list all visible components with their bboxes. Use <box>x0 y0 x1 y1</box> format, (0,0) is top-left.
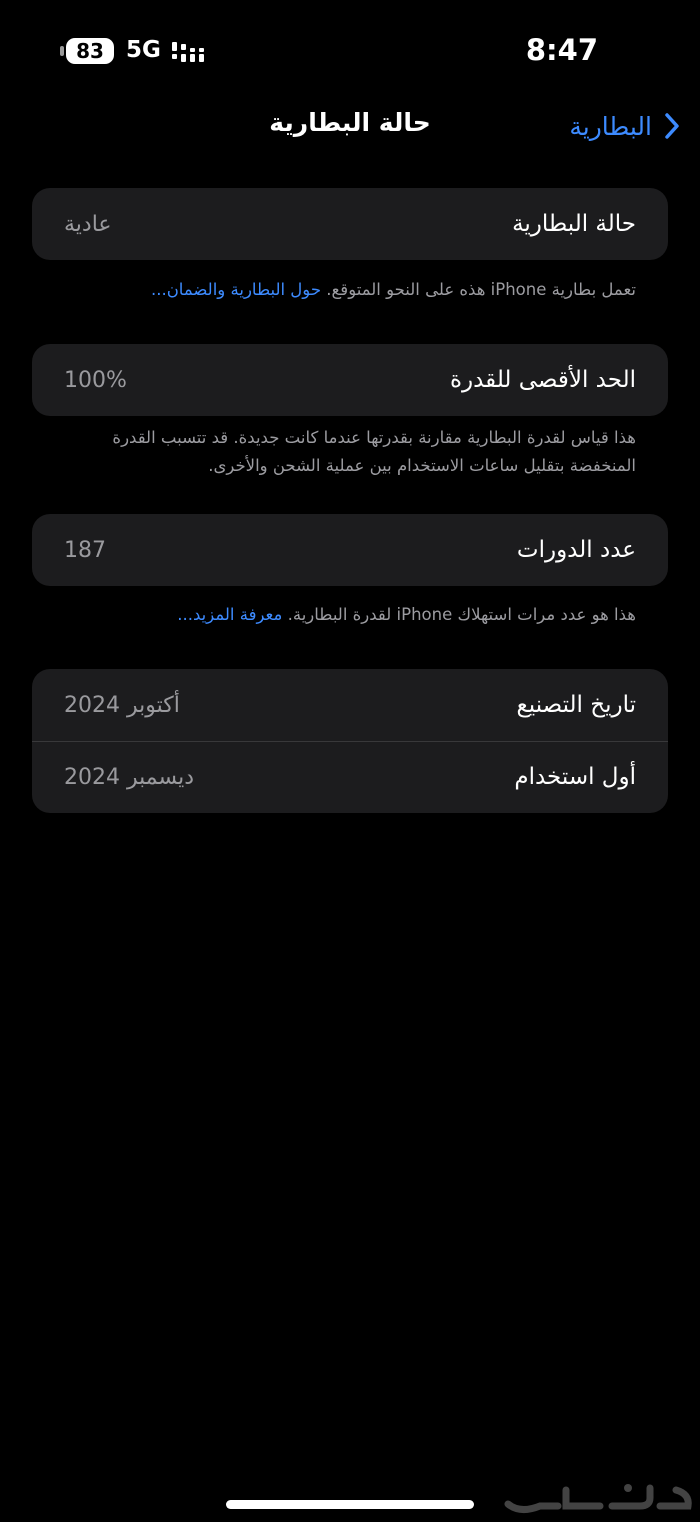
back-button-label: البطارية <box>569 111 652 141</box>
maximum-capacity-label: الحد الأقصى للقدرة <box>449 367 636 393</box>
first-use-row <box>32 741 668 813</box>
chevron-right-icon <box>664 112 680 140</box>
watermark-logo-icon <box>500 1476 694 1518</box>
maximum-capacity-group <box>32 344 668 416</box>
battery-condition-group <box>32 188 668 260</box>
first-use-label: أول استخدام <box>514 764 636 790</box>
cycle-count-footer <box>64 601 636 629</box>
maximum-capacity-footer-text: هذا قياس لقدرة البطارية مقارنة بقدرتها عندما كانت جديدة. قد تتسبب القدرة المنخفضة بتقليل ساعات الاستخدام بين عملية الشحن والأخرى. <box>112 428 636 475</box>
cycle-count-footer-text: هذا هو عدد مرات استهلاك iPhone لقدرة البطارية. <box>282 605 636 624</box>
manufacture-date-label: تاريخ التصنيع <box>516 692 636 718</box>
cycle-count-value: 187 <box>64 537 106 563</box>
battery-level: 83 <box>76 39 104 63</box>
battery-warranty-link[interactable]: حول البطارية والضمان... <box>150 280 322 299</box>
maximum-capacity-footer <box>64 424 636 480</box>
maximum-capacity-row <box>32 344 668 416</box>
manufacture-date-row <box>32 669 668 741</box>
battery-condition-label: حالة البطارية <box>512 211 636 237</box>
manufacture-date-value: أكتوبر 2024 <box>64 692 180 718</box>
cycle-count-row <box>32 514 668 586</box>
maximum-capacity-value: 100% <box>64 367 127 393</box>
back-button[interactable] <box>569 106 680 146</box>
page-title: حالة البطارية <box>269 108 431 137</box>
cycle-count-group <box>32 514 668 586</box>
cellular-signal-icon <box>172 40 206 64</box>
status-bar <box>0 0 700 100</box>
battery-condition-row <box>32 188 668 260</box>
battery-condition-footer-text: تعمل بطارية iPhone هذه على النحو المتوقع. <box>321 280 636 299</box>
battery-condition-value: عادية <box>64 211 112 237</box>
learn-more-link[interactable]: معرفة المزيد... <box>177 605 283 624</box>
cycle-count-label: عدد الدورات <box>516 537 636 563</box>
dates-group <box>32 669 668 813</box>
home-indicator[interactable] <box>226 1500 474 1509</box>
battery-icon <box>66 38 114 64</box>
clock: 8:47 <box>525 33 598 67</box>
battery-condition-footer <box>64 276 636 304</box>
network-type: 5G <box>126 37 161 63</box>
first-use-value: ديسمبر 2024 <box>64 764 195 790</box>
